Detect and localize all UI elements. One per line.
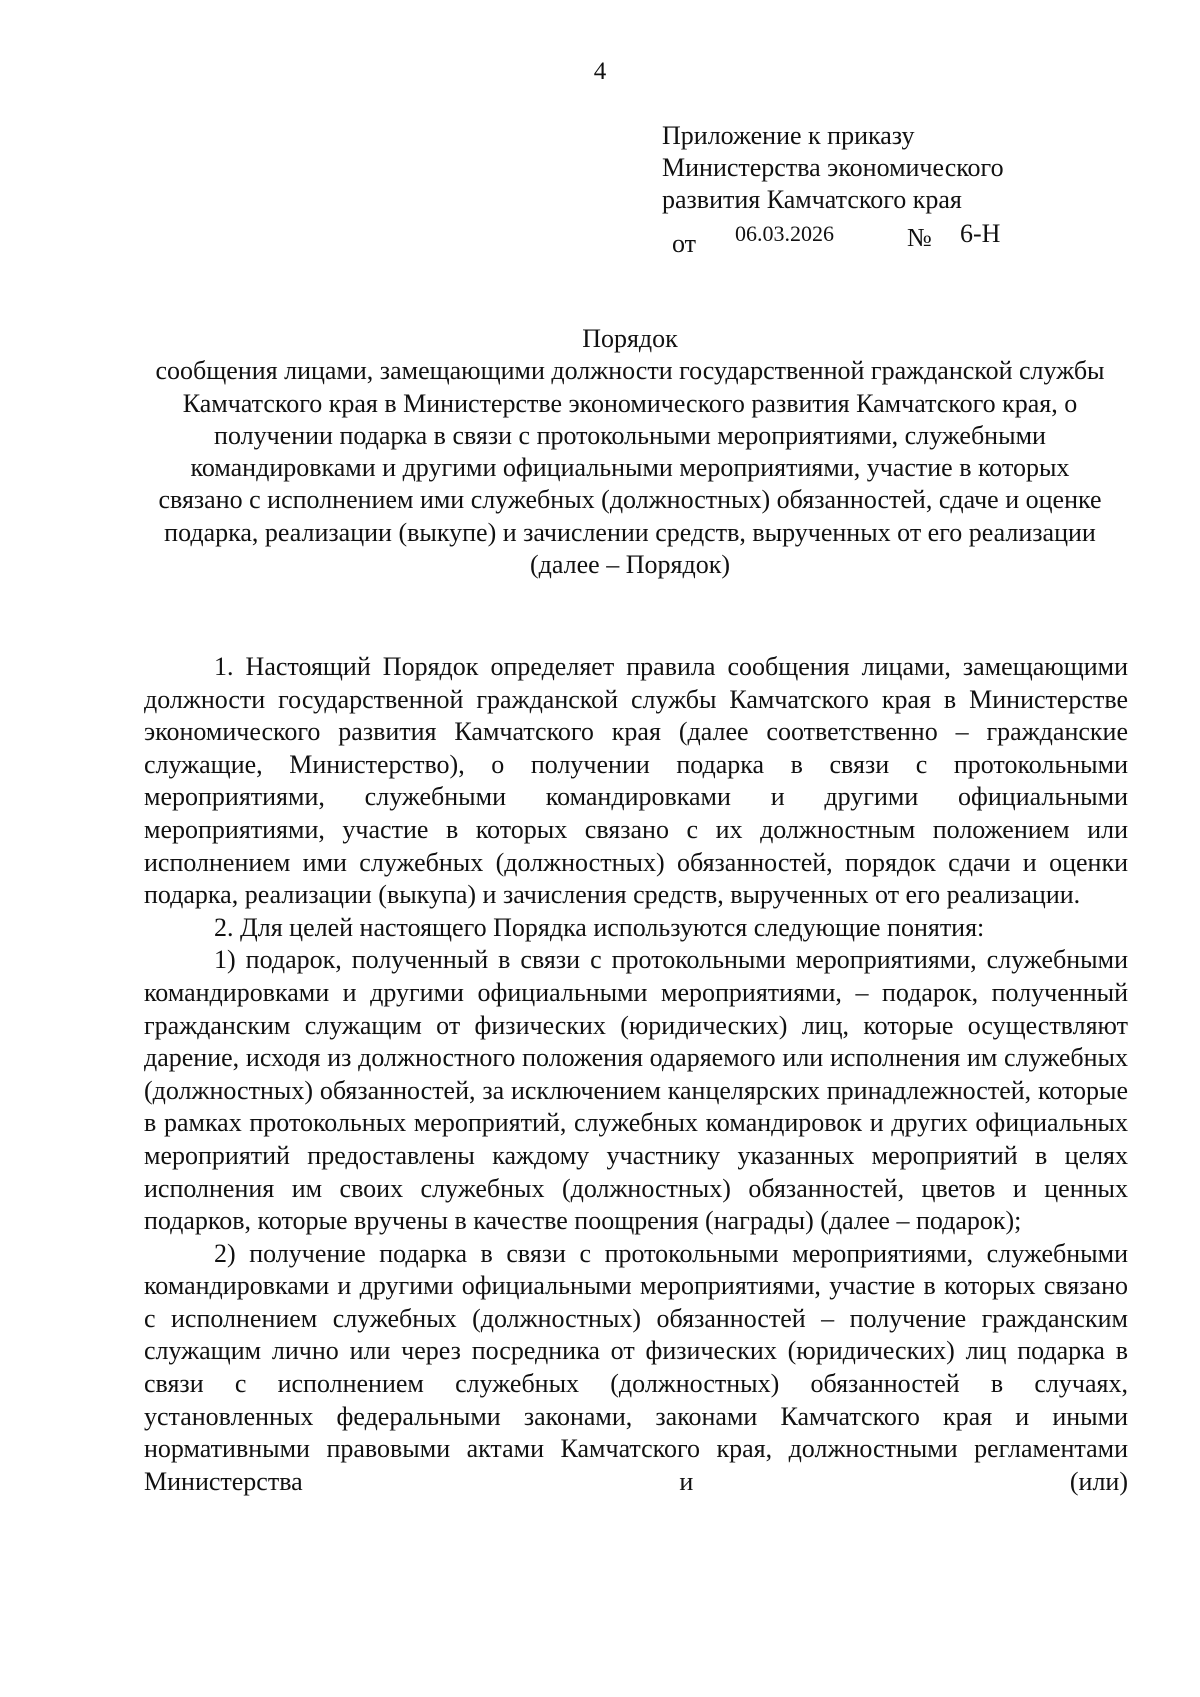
order-date: 06.03.2026 <box>735 221 834 246</box>
order-number-label: № <box>907 223 932 252</box>
title-subtitle: сообщения лицами, замещающими должности государственной гражданской службы Камчатского края в Министерстве экономического развития Камчатского края, о получении подарка в связи с протокольными мероприятиями, служебными командировками и другими официальными мероприятиями, участие в которых связано с исполнением ими служебных (должностных) обязанностей, сдаче и оценке подарка, реализации (выкупе) и зачислении средств, вырученных от его реализации (далее – Порядок) <box>155 356 1105 580</box>
page-number: 4 <box>593 58 607 85</box>
paragraph-2-item-1: 1) подарок, полученный в связи с протокольными мероприятиями, служебными командировками и другими официальными мероприятиями, – подарок, полученный гражданским служащим от физических (юридических) лиц, которые осуществляют дарение, исходя из должностного положения одаряемого или исполнения им служебных (должностных) обязанностей, за исключением канцелярских принадлежностей, которые в рамках протокольных мероприятий, служебных командировок и других официальных мероприятий предоставлены каждому участнику указанных мероприятий в целях исполнения им своих служебных (должностных) обязанностей, цветов и ценных подарков, которые вручены в качестве поощрения (награды) (далее – подарок); <box>144 945 1128 1236</box>
document-body <box>144 651 1128 1498</box>
paragraph-2-item-2: 2) получение подарка в связи с протокольными мероприятиями, служебными командировками и другими официальными мероприятиями, участие в которых связано с исполнением служебных (должностных) обязанностей – получение гражданским служащим лично или через посредника от физических (юридических) лиц подарка в связи с исполнением служебных (должностных) обязанностей в случаях, установленных федеральными законами, законами Камчатского края и иными нормативными правовыми актами Камчатского края, должностными регламентами Министерства и (или) <box>144 1238 1128 1496</box>
paragraph-2: 2. Для целей настоящего Порядка используются следующие понятия: <box>214 912 985 942</box>
order-reference <box>662 218 1004 258</box>
appendix-line-3: развития Камчатского края <box>662 185 962 214</box>
paragraph-1: 1. Настоящий Порядок определяет правила сообщения лицами, замещающими должности государственной гражданской службы Камчатского края в Министерстве экономического развития Камчатского края (далее соответственно – гражданские служащие, Министерство), о получении подарка в связи с протокольными мероприятиями, служебными командировками и другими официальными мероприятиями, участие в которых связано с их должностным положением или исполнением ими служебных (должностных) обязанностей, порядок сдачи и оценки подарка, реализации (выкупа) и зачисления средств, вырученных от его реализации. <box>144 652 1128 910</box>
appendix-line-1: Приложение к приказу <box>662 121 915 150</box>
order-date-label: от <box>672 229 697 258</box>
appendix-line-2: Министерства экономического <box>662 153 1004 182</box>
order-number: 6-Н <box>960 219 1001 248</box>
appendix-header <box>662 120 1004 258</box>
title-heading: Порядок <box>582 324 678 353</box>
document-title <box>150 323 1110 581</box>
